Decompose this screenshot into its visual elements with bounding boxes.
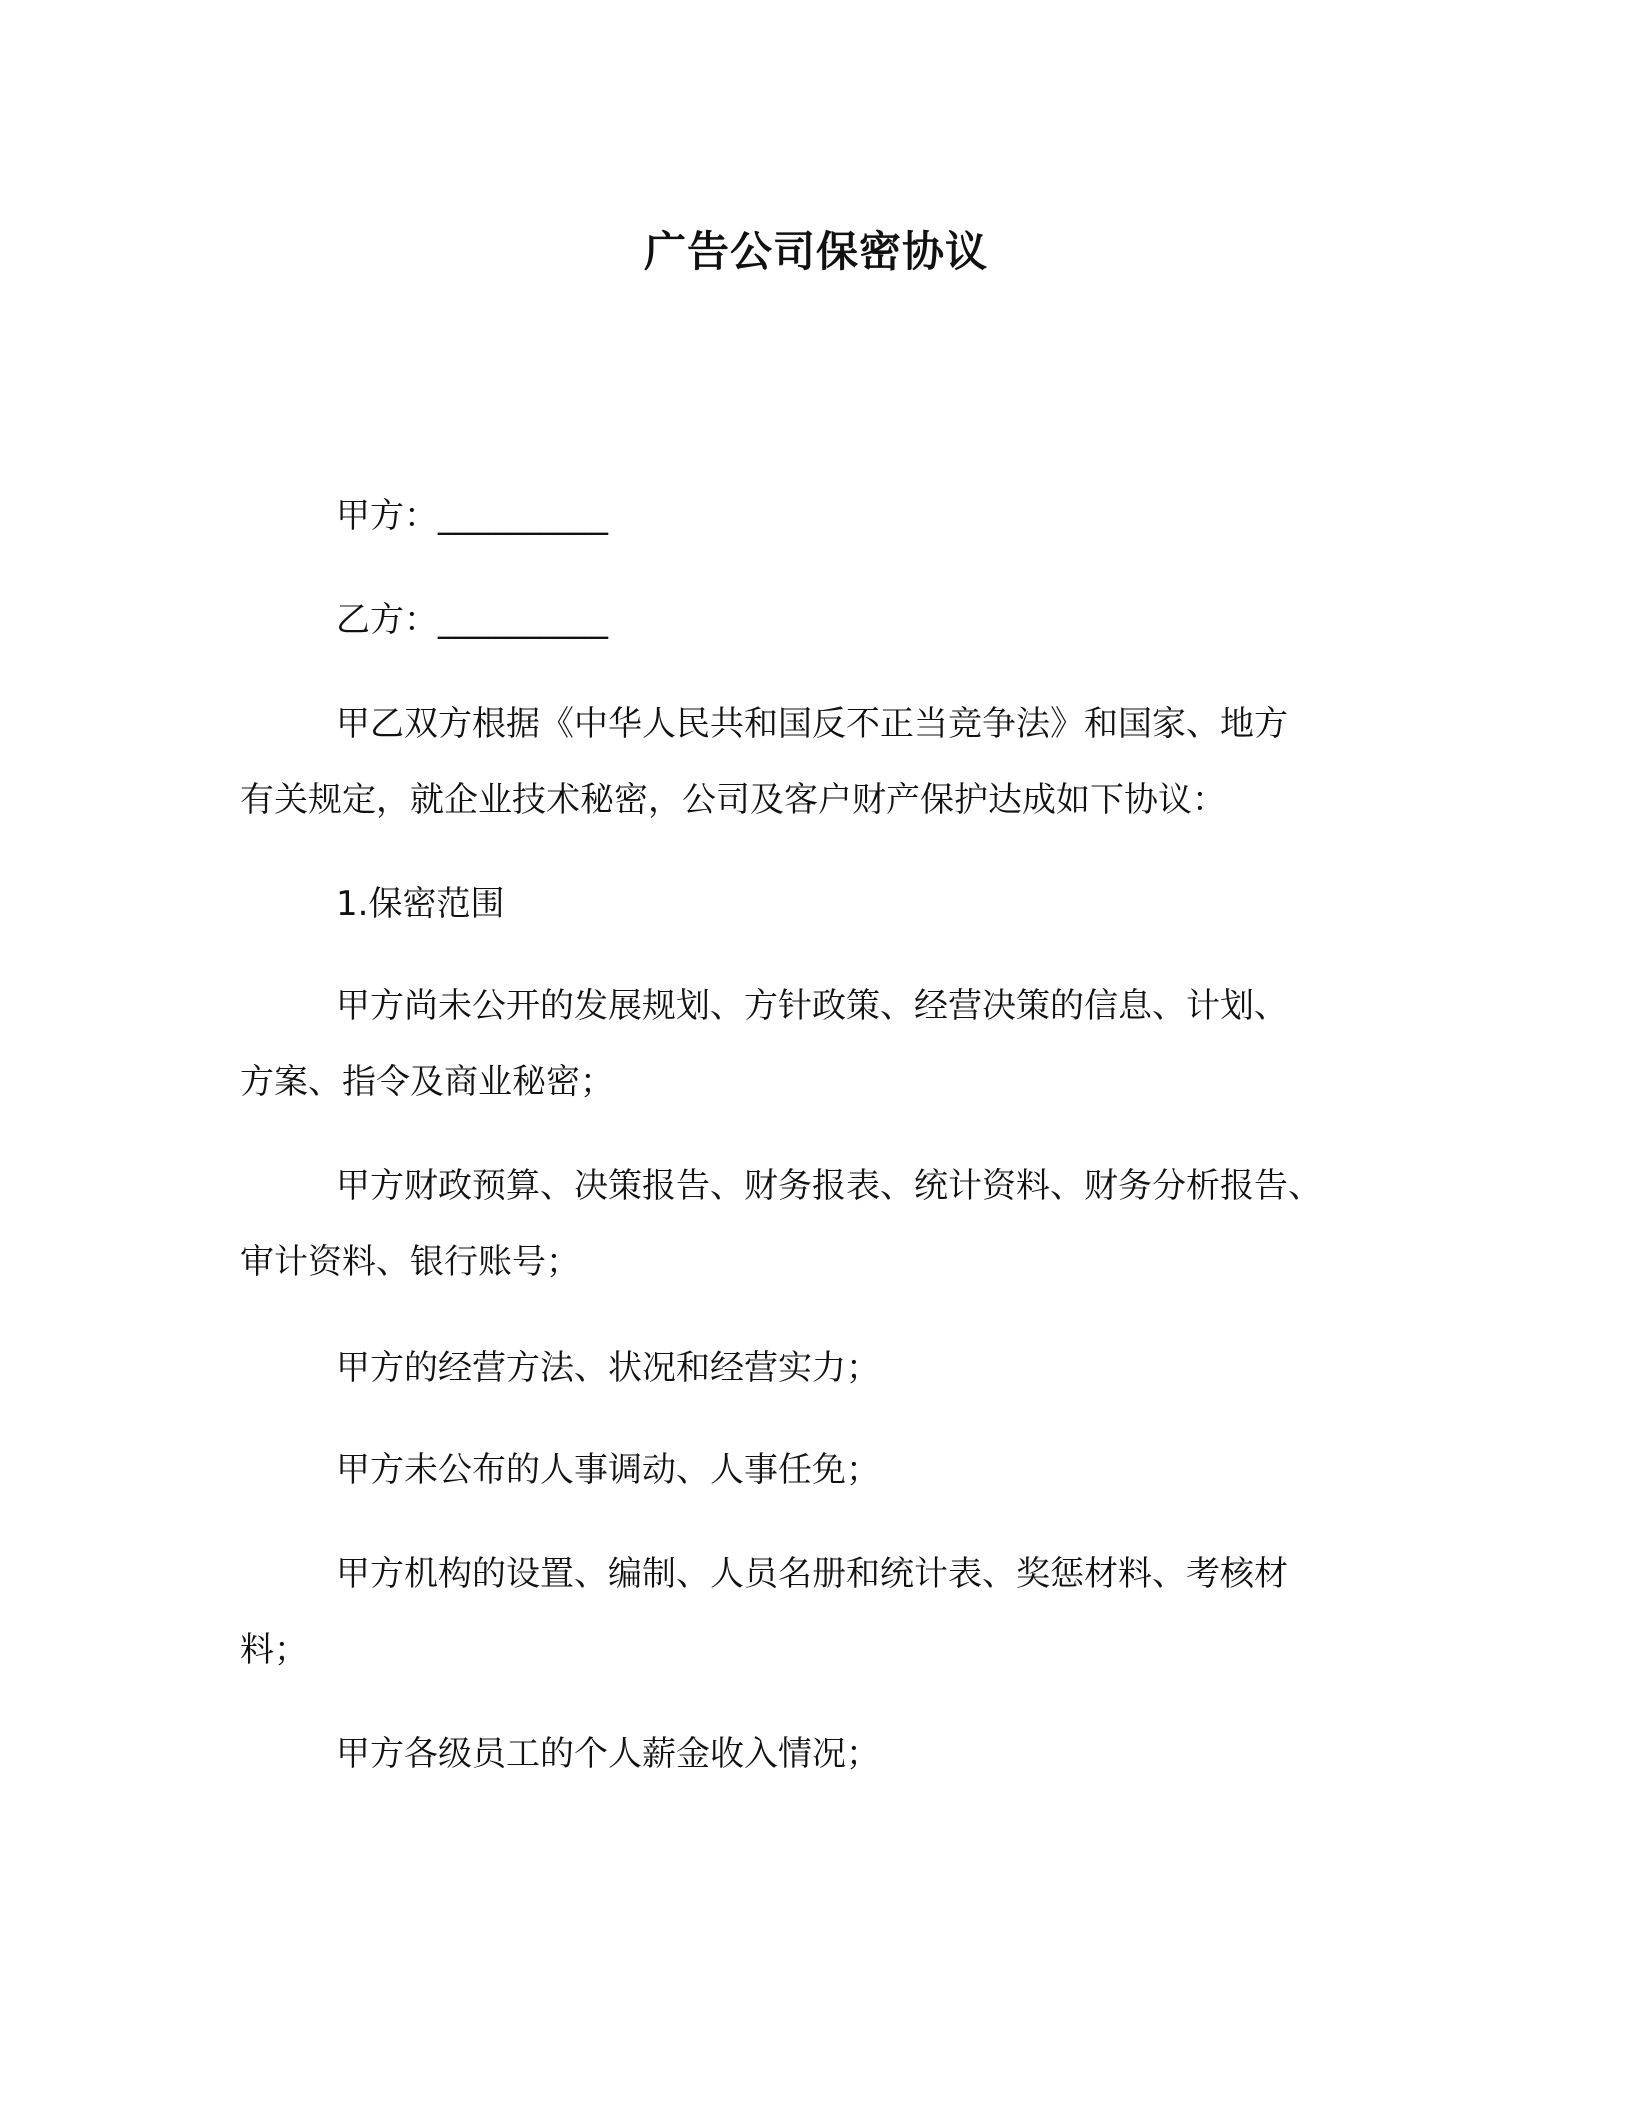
paragraph-line: 甲方未公布的人事调动、人事任免； [336, 1450, 880, 1490]
paragraph-line: 有关规定，就企业技术秘密，公司及客户财产保护达成如下协议： [240, 780, 1226, 820]
paragraph-line: 甲方尚未公开的发展规划、方针政策、经营决策的信息、计划、 [336, 986, 1288, 1026]
document-title: 广告公司保密协议 [643, 227, 988, 276]
paragraph-line: 甲方的经营方法、状况和经营实力； [336, 1348, 880, 1388]
paragraph-line: 甲方财政预算、决策报告、财务报表、统计资料、财务分析报告、 [336, 1166, 1322, 1206]
clause-paragraph [240, 968, 1390, 1120]
clause-paragraph [240, 1330, 1390, 1406]
intro-paragraph [240, 686, 1390, 838]
paragraph-line: 料； [240, 1630, 308, 1670]
paragraph-line: 甲方机构的设置、编制、人员名册和统计表、奖惩材料、考核材 [336, 1554, 1288, 1594]
party-a-line [240, 478, 1390, 554]
party-b-line [240, 582, 1390, 658]
paragraph-line: 甲乙双方根据《中华人民共和国反不正当竞争法》和国家、地方 [336, 704, 1288, 744]
party-a-blank: __________ [438, 496, 608, 536]
section-heading [240, 866, 1390, 942]
party-b-label: 乙方： [336, 600, 438, 640]
clause-paragraph [240, 1432, 1390, 1508]
paragraph-line: 甲方各级员工的个人薪金收入情况； [336, 1734, 880, 1774]
clause-paragraph [240, 1716, 1390, 1792]
clause-paragraph [240, 1148, 1390, 1300]
party-a-label: 甲方： [336, 496, 438, 536]
section-heading-text: 1.保密范围 [336, 884, 505, 924]
paragraph-line: 审计资料、银行账号； [240, 1242, 580, 1282]
clause-paragraph [240, 1536, 1390, 1688]
party-b-blank: __________ [438, 600, 608, 640]
paragraph-line: 方案、指令及商业秘密； [240, 1062, 614, 1102]
